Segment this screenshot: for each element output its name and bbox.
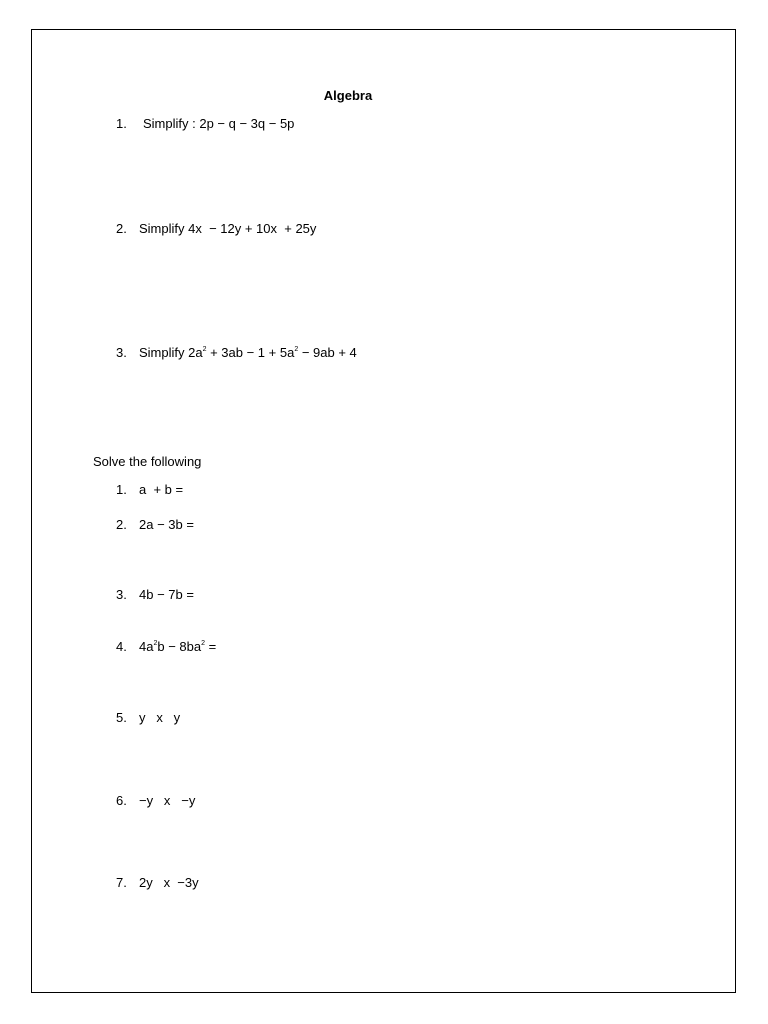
solve-item-2-number: 2.	[116, 517, 127, 532]
simplify-item-3-exponent-1: 2	[202, 346, 207, 353]
simplify-item-3-number: 3.	[116, 345, 127, 360]
solve-section-heading: Solve the following	[93, 454, 202, 469]
solve-item-6-number: 6.	[116, 793, 127, 808]
solve-item-3-number: 3.	[116, 587, 127, 602]
simplify-item-1-number: 1.	[116, 116, 127, 131]
solve-item-1-number: 1.	[116, 482, 127, 497]
simplify-item-3-part-b: + 3ab − 1 + 5a	[206, 345, 295, 360]
simplify-item-1-text: Simplify : 2p − q − 3q − 5p	[143, 116, 295, 131]
solve-item-7-text: 2y x −3y	[139, 875, 199, 890]
solve-item-4-part-a: 4a	[139, 639, 154, 654]
solve-item-4-part-b: b − 8ba	[157, 639, 202, 654]
simplify-item-3-text	[139, 345, 357, 361]
solve-item-4-number: 4.	[116, 639, 127, 654]
solve-item-6-text: −y x −y	[139, 793, 196, 808]
solve-item-7-number: 7.	[116, 875, 127, 890]
solve-item-2-text: 2a − 3b =	[139, 517, 194, 532]
solve-item-4-exponent-2: 2	[201, 640, 206, 647]
simplify-item-3-part-c: − 9ab + 4	[298, 345, 357, 360]
page-border	[31, 29, 736, 993]
solve-item-5-text: y x y	[139, 710, 181, 725]
document-title: Algebra	[323, 88, 373, 103]
solve-item-4-text	[139, 639, 216, 655]
solve-item-5-number: 5.	[116, 710, 127, 725]
simplify-item-2-number: 2.	[116, 221, 127, 236]
solve-item-1-text: a + b =	[139, 482, 184, 497]
simplify-item-3-exponent-2: 2	[294, 346, 299, 353]
solve-item-4-exponent-1: 2	[153, 640, 158, 647]
solve-item-4-part-c: =	[205, 639, 217, 654]
simplify-item-2-text: Simplify 4x − 12y + 10x + 25y	[139, 221, 317, 236]
solve-item-3-text: 4b − 7b =	[139, 587, 194, 602]
simplify-item-3-part-a: Simplify 2a	[139, 345, 203, 360]
